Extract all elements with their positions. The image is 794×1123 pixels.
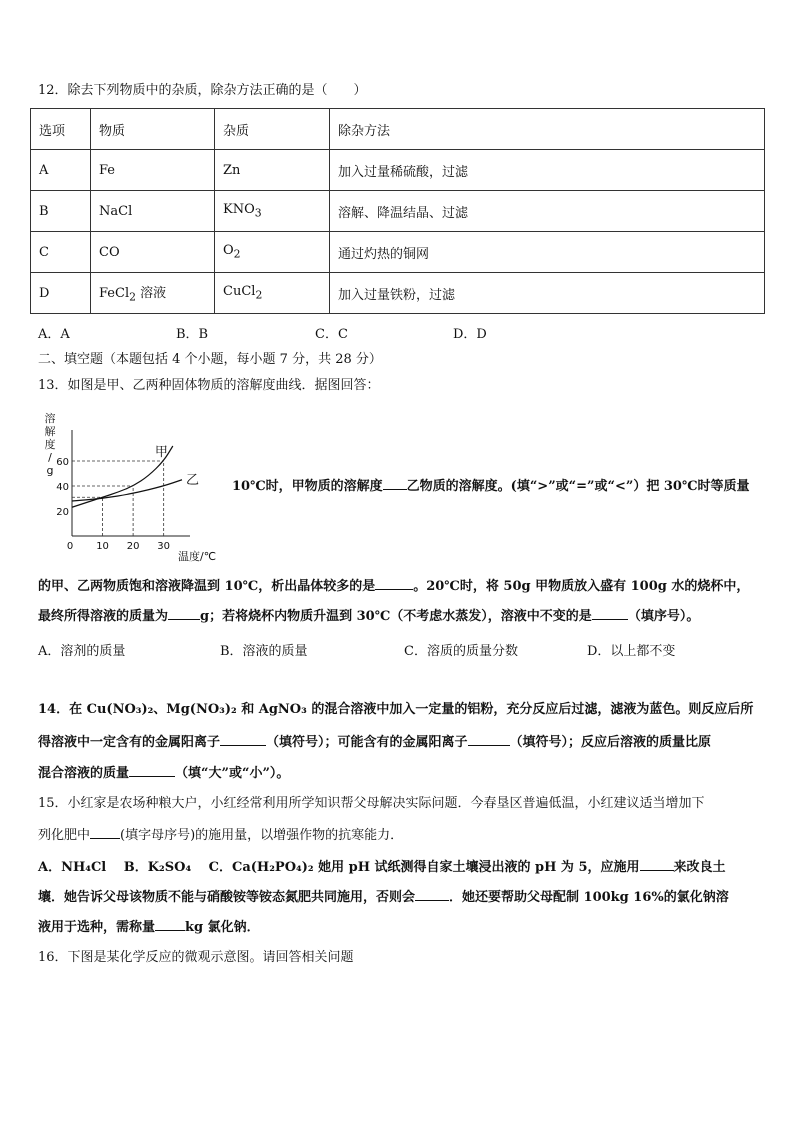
- answer-blank: [415, 888, 449, 901]
- method-cell: 溶解、降温结晶、过滤: [330, 191, 765, 232]
- q12-stem: 12．除去下列物质中的杂质，除杂方法正确的是（ ）: [38, 83, 367, 98]
- q15-line5: [38, 918, 260, 936]
- q13-line1-b: 乙物质的溶解度。(填“>”或“=”或“<”）把 30℃时等质量: [406, 479, 750, 494]
- q15-line2: [38, 826, 403, 844]
- header-cell: 杂质: [215, 109, 330, 150]
- subscript: 2: [129, 290, 136, 304]
- x-tick-label: 30: [157, 541, 171, 552]
- x-tick-label: 20: [126, 541, 140, 552]
- solubility-chart: [38, 408, 228, 568]
- q15-line4: [38, 888, 729, 906]
- impurity-cell: Zn: [215, 150, 330, 191]
- answer-blank: [640, 858, 674, 871]
- answer-blank: [592, 607, 628, 620]
- method-cell: 加入过量稀硫酸，过滤: [330, 150, 765, 191]
- section-heading: 二、填空题（本题包括 4 个小题，每小题 7 分，共 28 分）: [38, 352, 382, 367]
- q13-line3-b: g；若将烧杯内物质升温到 30℃（不考虑水蒸发），溶液中不变的是: [200, 609, 592, 624]
- method-cell: 加入过量铁粉，过滤: [330, 273, 765, 314]
- chart-plot: [45, 411, 217, 563]
- series-label-1: 甲: [154, 445, 168, 460]
- q15-line1: 15．小红家是农场种粮大户，小红经常利用所学知识帮父母解决实际问题．今春垦区普遍低温，小红建议适当增加下: [38, 796, 705, 811]
- series-label-2: 乙: [186, 472, 200, 488]
- q13-line1: [232, 477, 750, 495]
- substance-cell: CO: [91, 232, 215, 273]
- q13-choice-b: B．溶液的质量: [220, 644, 308, 659]
- q15-line2-b: (填字母序号)的施用量，以增强作物的抗寒能力．: [120, 828, 404, 843]
- q13-line3-c: （填序号）。: [627, 609, 700, 624]
- y-tick-label: 20: [56, 507, 69, 518]
- q14-line2-b: （填符号）；可能含有的金属阳离子: [266, 735, 468, 750]
- q13-line3: [38, 607, 699, 625]
- q14-line2-a: 得溶液中一定含有的金属阳离子: [38, 735, 221, 750]
- method-cell: 通过灼热的铜网: [330, 232, 765, 273]
- answer-blank: [468, 733, 510, 746]
- q15-line4-a: 壤．她告诉父母该物质不能与硝酸铵等铵态氮肥共同施用，否则会: [38, 890, 416, 905]
- subscript: 3: [254, 206, 262, 220]
- series-line-2: [72, 480, 182, 501]
- q16-stem: 16．下图是某化学反应的微观示意图。请回答相关问题: [38, 950, 354, 965]
- impurity-formula: CuCl: [223, 284, 256, 300]
- q14-line1: 14．在 Cu(NO₃)₂、Mg(NO₃)₂ 和 AgNO₃ 的混合溶液中加入一定量的铝粉，充分反应后过滤，滤液为蓝色。则反应后所: [38, 702, 754, 717]
- q12-table: [30, 108, 765, 314]
- option-cell: D: [31, 273, 91, 314]
- subscript: 2: [233, 247, 241, 261]
- q12-choice-c: C．C: [315, 327, 348, 342]
- q12-choice-a: A．A: [38, 327, 70, 342]
- y-tick-label: 60: [56, 457, 69, 468]
- q13-line3-a: 最终所得溶液的质量为: [38, 609, 169, 624]
- impurity-cell: [215, 191, 330, 232]
- substance-cell: [91, 273, 215, 314]
- q13-stem: 13．如图是甲、乙两种固体物质的溶解度曲线．据图回答：: [38, 378, 380, 393]
- q13-choice-c: C．溶质的质量分数: [404, 644, 518, 659]
- q15-line5-b: kg 氯化钠．: [185, 920, 260, 935]
- q14-line3: [38, 764, 289, 782]
- substance-cell: Fe: [91, 150, 215, 191]
- q15-line2-a: 列化肥中: [38, 828, 91, 843]
- header-cell: 物质: [91, 109, 215, 150]
- answer-blank: [375, 577, 413, 590]
- q12-choice-b: B．B: [176, 327, 209, 342]
- q15-line3: [38, 858, 726, 876]
- q15-line5-a: 液用于选种，需称量: [38, 920, 156, 935]
- impurity-cell: [215, 232, 330, 273]
- table-row: [31, 150, 765, 191]
- option-cell: B: [31, 191, 91, 232]
- q13-line2-b: 。20℃时，将 50g 甲物质放入盛有 100g 水的烧杯中，: [413, 579, 750, 594]
- q12-choice-d: D．D: [453, 327, 487, 342]
- q15-line3-b: 来改良土: [673, 860, 726, 875]
- q15-line4-b: ．她还要帮助父母配制 100kg 16%的氯化钠溶: [449, 890, 729, 905]
- q13-line2-a: 的甲、乙两物质饱和溶液降温到 10℃，析出晶体较多的是: [38, 579, 376, 594]
- answer-blank: [168, 607, 200, 620]
- substance-tail: 溶液: [136, 286, 167, 302]
- y-tick-label: 40: [56, 482, 69, 493]
- q13-choice-d: D．以上都不变: [587, 644, 676, 659]
- table-header-row: [31, 109, 765, 150]
- x-tick-label: 0: [66, 541, 74, 552]
- answer-blank: [155, 918, 185, 931]
- q14-line2-c: （填符号）；反应后溶液的质量比原: [509, 735, 712, 750]
- x-tick-label: 10: [96, 541, 109, 552]
- q13-line1-a: 10℃时，甲物质的溶解度: [232, 479, 383, 494]
- answer-blank: [383, 477, 407, 490]
- q14-line3-b: （填“大”或“小”）。: [175, 766, 290, 781]
- option-cell: A: [31, 150, 91, 191]
- subscript: 2: [255, 288, 263, 302]
- q13-choice-a: A．溶剂的质量: [38, 644, 126, 659]
- answer-blank: [220, 733, 266, 746]
- substance-cell: NaCl: [91, 191, 215, 232]
- impurity-cell: [215, 273, 330, 314]
- impurity-formula: KNO: [223, 202, 255, 218]
- table-row: [31, 273, 765, 314]
- table-row: [31, 191, 765, 232]
- q14-line3-a: 混合溶液的质量: [38, 766, 130, 781]
- option-cell: C: [31, 232, 91, 273]
- q15-line3-a: A．NH₄Cl B．K₂SO₄ C．Ca(H₂PO₄)₂ 她用 pH 试纸测得自家土壤浸出液的 pH 为 5，应施用: [38, 860, 640, 875]
- header-cell: 除杂方法: [330, 109, 765, 150]
- q13-line2: [38, 577, 749, 595]
- table-row: [31, 232, 765, 273]
- q14-line2: [38, 733, 711, 751]
- y-axis-label: 溶解度/ g: [44, 412, 56, 477]
- x-axis-label: 温度/℃: [178, 550, 217, 563]
- answer-blank: [90, 826, 120, 839]
- answer-blank: [129, 764, 175, 777]
- impurity-formula: O: [223, 243, 234, 259]
- substance-formula: FeCl: [99, 286, 130, 302]
- header-cell: 选项: [31, 109, 91, 150]
